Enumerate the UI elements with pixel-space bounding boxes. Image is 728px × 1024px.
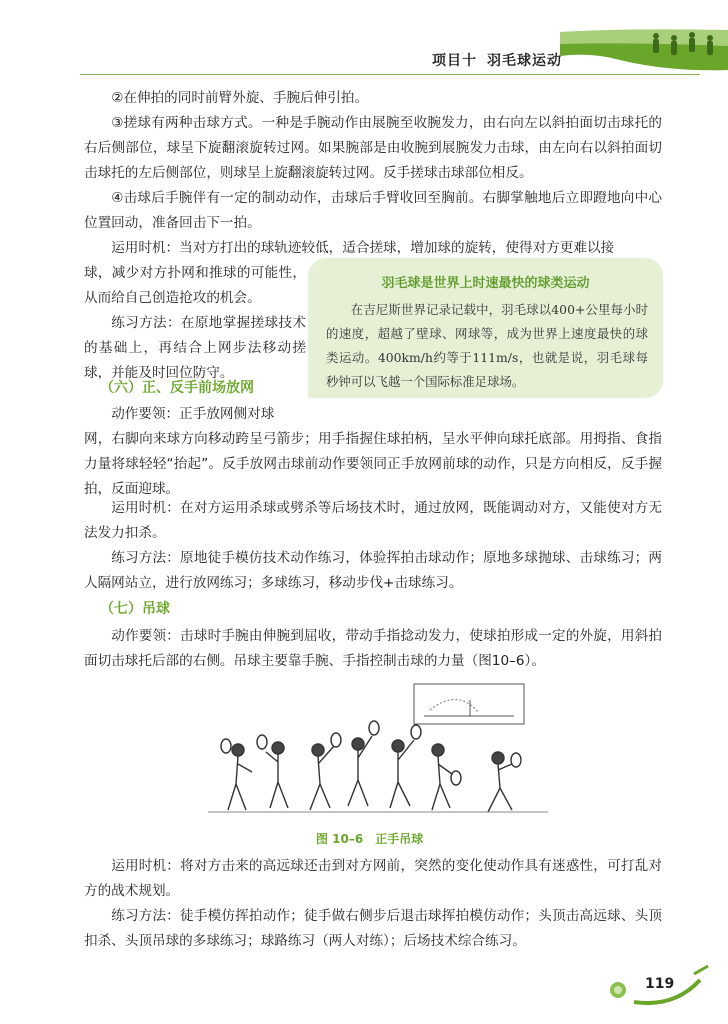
timing-paragraph-line1: 运用时机：当对方打出的球轨迹较低，适合搓球，增加球的旋转，使得对方更难以接 (111, 240, 615, 256)
net-shot-practice-paragraph: 练习方法：原地徒手模仿技术动作练习，体验挥拍击球动作；原地多球抛球、击球练习；两人隔网站立，进行放网练习；多球练习，移动步伐+击球练习。 (84, 550, 662, 591)
drop-shot-action-paragraph: 动作要领：击球时手腕由伸腕到屈收，带动手指捻动发力，使球拍形成一定的外旋，用斜拍面切击球托后部的右侧。吊球主要靠手腕、手指控制击球的力量（图10–6）。 (84, 628, 662, 669)
step-3-paragraph: ③搓球有两种击球方式。一种是手腕动作由展腕至收腕发力，由右向左以斜拍面切击球托的右后侧部位，球呈下旋翻滚旋转过网。如果腕部是由收腕到展腕发力击球，由左向右以斜拍面切击球托的左后侧部位，则球呈上旋翻滚旋转过网。反手搓球击球部位相反。 (84, 115, 662, 181)
net-shot-action-line1: 动作要领：正手放网侧对球 (111, 406, 275, 422)
net-shot-timing-paragraph: 运用时机：在对方运用杀球或劈杀等后场技术时，通过放网，既能调动对方，又能使对方无法发力扣杀。 (84, 500, 662, 541)
fact-box-title: 羽毛球是世界上时速最快的球类运动 (381, 276, 590, 291)
drop-shot-practice-paragraph: 练习方法：徒手模仿挥拍动作；徒手做右侧步后退击球挥拍模仿动作；头顶击高远球、头顶扣杀、头顶吊球的多球练习；球路练习（两人对练）；后场技术综合练习。 (84, 908, 662, 949)
step-4-paragraph: ④击球后手腕伴有一定的制动动作，击球后手臂收回至胸前。右脚掌触地后立即蹬地向中心位置回动，准备回击下一拍。 (84, 190, 662, 231)
section-heading-6: （六）正、反手前场放网 (100, 380, 254, 396)
project-label: 项目十 (432, 53, 477, 69)
page-number: 119 (645, 976, 675, 992)
drop-shot-timing-paragraph: 运用时机：将对方击来的高远球还击到对方网前，突然的变化使动作具有迷惑性，可打乱对方的战术规划。 (84, 858, 662, 899)
practice-paragraph: 练习方法：在原地掌握搓球技术的基础上，再结合上网步法移动搓球，并能及时回位防守。 (84, 315, 306, 381)
step-2-paragraph: ②在伸拍的同时前臂外旋、手腕后伸引拍。 (111, 90, 369, 106)
figure-label: 图 10–6 (316, 832, 364, 846)
fact-box (308, 258, 663, 398)
fact-box-text: 在吉尼斯世界记录记载中，羽毛球以400+公里每小时的速度，超越了壁球、网球等，成为世界上速度最快的球类运动。400km/h约等于111m/s，也就是说，羽毛球每秒钟可以飞越一个国际标准足球场。 (326, 302, 648, 389)
section-heading-7: （七）吊球 (100, 601, 170, 617)
chapter-title: 羽毛球运动 (487, 53, 562, 69)
figure-title: 正手吊球 (375, 832, 424, 846)
running-header (432, 50, 562, 70)
figure-caption (316, 830, 423, 847)
net-shot-action-rest: 网，右脚向来球方向移动跨呈弓箭步；用手指握住球拍柄，呈水平伸向球托底部。用拇指、食指力量将球轻轻“抬起”。反手放网击球前动作要领同正手放网前球的动作，只是方向相反，反手握拍，反面迎球。 (84, 431, 662, 497)
header-rule (80, 74, 700, 75)
drop-shot-sequence-illustration (208, 680, 548, 820)
timing-paragraph-rest: 球，减少对方扑网和推球的可能性，从而给自己创造抢攻的机会。 (84, 265, 306, 306)
